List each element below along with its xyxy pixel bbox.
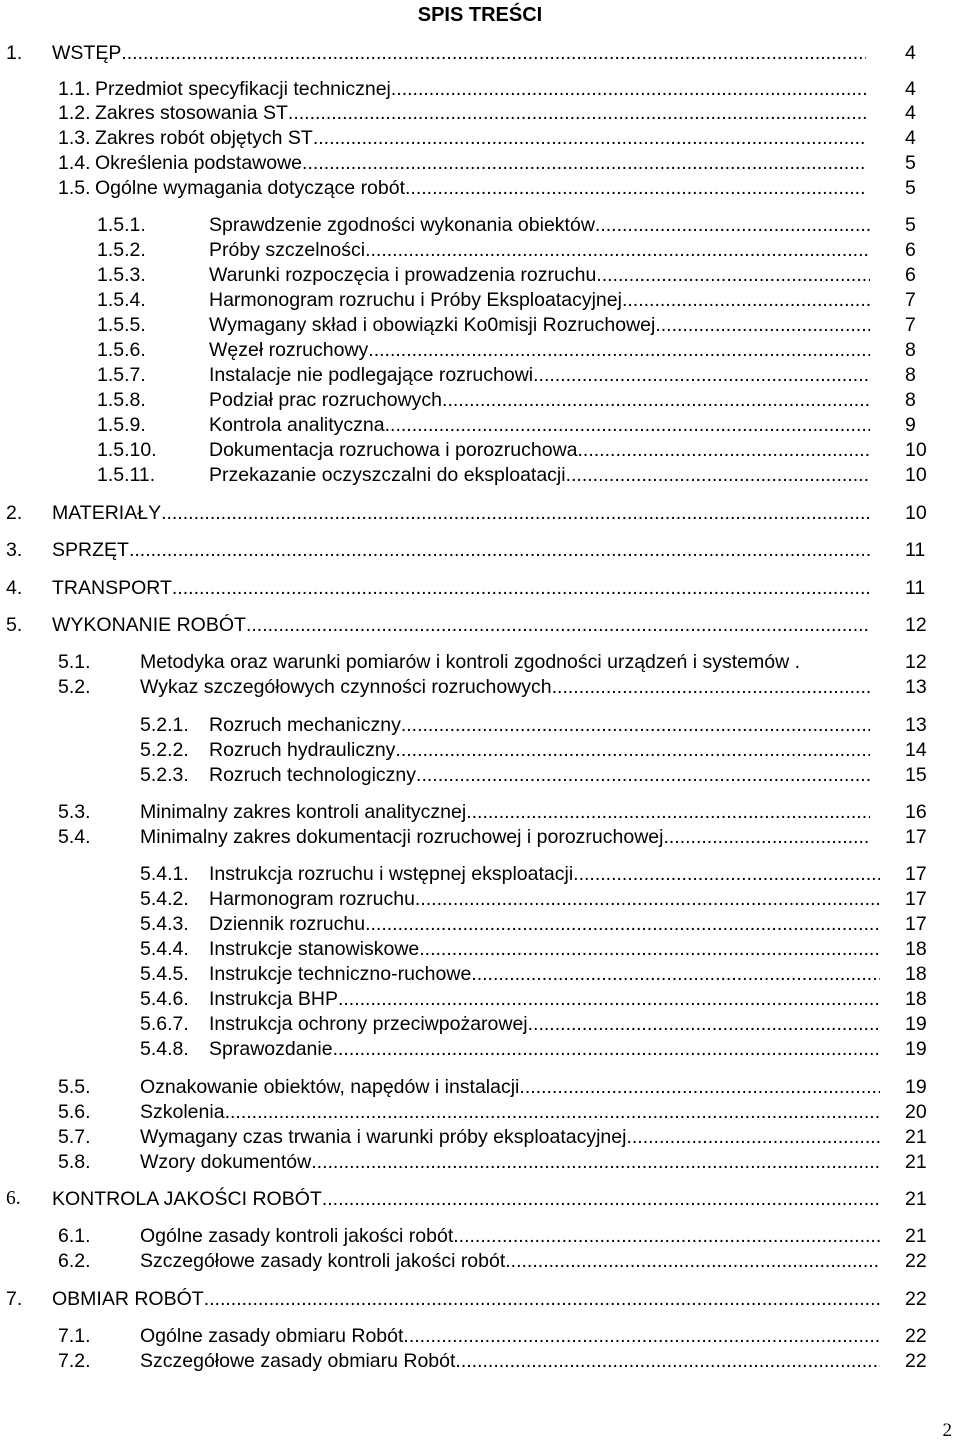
toc-dot-leader bbox=[519, 1075, 880, 1099]
toc-entry-number: 5.2. bbox=[58, 676, 91, 698]
toc-dot-leader bbox=[471, 962, 880, 986]
toc-dot-leader bbox=[311, 1150, 880, 1174]
toc-entry-number: 1. bbox=[6, 42, 23, 64]
toc-dot-leader bbox=[161, 501, 870, 525]
toc-entry-leader bbox=[209, 413, 870, 437]
toc-entry-number: 7. bbox=[6, 1288, 23, 1310]
toc-entry-number: 1.5.10. bbox=[97, 439, 157, 461]
toc-entry-number: 1.5.3. bbox=[97, 264, 146, 286]
toc-dot-leader bbox=[415, 887, 880, 911]
toc-entry-title: SPRZĘT bbox=[52, 539, 129, 561]
toc-entry-leader bbox=[209, 962, 880, 986]
toc-entry-leader bbox=[140, 1224, 880, 1248]
toc-entry[interactable] bbox=[0, 388, 960, 412]
toc-dot-leader bbox=[596, 263, 870, 287]
toc-entry-leader bbox=[209, 937, 880, 961]
toc-entry-title: Sprawdzenie zgodności wykonania obiektów bbox=[209, 214, 595, 236]
toc-entry-page: 22 bbox=[905, 1250, 927, 1272]
toc-entry-leader bbox=[95, 126, 866, 150]
toc-entry[interactable] bbox=[0, 713, 960, 737]
toc-entry-number: 5.4. bbox=[58, 826, 91, 848]
toc-dot-leader bbox=[401, 713, 870, 737]
toc-entry[interactable] bbox=[0, 675, 960, 699]
toc-entry-number: 1.4. bbox=[58, 152, 91, 174]
toc-dot-leader bbox=[129, 538, 870, 562]
toc-entry-page: 15 bbox=[905, 764, 927, 786]
toc-entry-title: Instrukcja BHP bbox=[209, 988, 338, 1010]
toc-entry-page: 10 bbox=[905, 502, 927, 524]
toc-entry-page: 18 bbox=[905, 988, 927, 1010]
toc-entry-title: Próby szczelności bbox=[209, 239, 366, 261]
toc-dot-leader bbox=[395, 738, 870, 762]
toc-entry-title: Szczegółowe zasady kontroli jakości robót bbox=[140, 1250, 506, 1272]
toc-entry-leader bbox=[209, 912, 880, 936]
toc-entry-number: 1.5.7. bbox=[97, 364, 146, 386]
toc-entry-leader bbox=[209, 313, 870, 337]
toc-entry-page: 21 bbox=[905, 1188, 927, 1210]
toc-entry-page: 5 bbox=[905, 214, 916, 236]
toc-entry-number: 3. bbox=[6, 539, 23, 561]
toc-entry-title: Wymagany czas trwania i warunki próby eksploatacyjnej bbox=[140, 1126, 627, 1148]
toc-dot-leader bbox=[246, 613, 870, 637]
toc-entry[interactable] bbox=[0, 413, 960, 437]
toc-dot-leader bbox=[333, 1037, 880, 1061]
toc-entry-leader bbox=[95, 101, 866, 125]
toc-entry-page: 22 bbox=[905, 1288, 927, 1310]
toc-entry[interactable] bbox=[0, 126, 960, 150]
toc-entry-page: 5 bbox=[905, 152, 916, 174]
toc-entry[interactable] bbox=[0, 176, 960, 200]
toc-dot-leader bbox=[302, 151, 866, 175]
toc-entry-page: 4 bbox=[905, 78, 916, 100]
toc-entry-title: Ogólne zasady obmiaru Robót bbox=[140, 1325, 404, 1347]
toc-entry[interactable] bbox=[0, 1012, 960, 1036]
toc-entry-title: Harmonogram rozruchu bbox=[209, 888, 415, 910]
toc-entry[interactable] bbox=[0, 887, 960, 911]
toc-entry[interactable] bbox=[0, 738, 960, 762]
toc-entry-page: 8 bbox=[905, 364, 916, 386]
toc-dot-leader bbox=[338, 987, 880, 1011]
toc-entry[interactable] bbox=[0, 213, 960, 237]
toc-entry-leader bbox=[140, 800, 870, 824]
toc-title: SPIS TREŚCI bbox=[417, 4, 543, 26]
toc-entry-leader bbox=[95, 176, 866, 200]
toc-entry-title: Oznakowanie obiektów, napędów i instalacji bbox=[140, 1076, 520, 1098]
toc-entry-page: 8 bbox=[905, 389, 916, 411]
toc-entry-number: 1.2. bbox=[58, 102, 91, 124]
toc-entry-page: 17 bbox=[905, 888, 927, 910]
toc-entry-leader bbox=[140, 1349, 880, 1373]
toc-entry[interactable] bbox=[0, 763, 960, 787]
toc-entry-number: 1.5.8. bbox=[97, 389, 146, 411]
toc-dot-leader bbox=[365, 238, 870, 262]
toc-entry-number: 5.4.1. bbox=[140, 863, 189, 885]
toc-entry-number: 5.8. bbox=[58, 1151, 91, 1173]
toc-entry-leader bbox=[209, 713, 870, 737]
toc-entry-title: Ogólne zasady kontroli jakości robót bbox=[140, 1225, 454, 1247]
toc-entry-title: Rozruch hydrauliczny bbox=[209, 739, 396, 761]
toc-entry-page: 4 bbox=[905, 42, 916, 64]
toc-entry-title: Dokumentacja rozruchowa i porozruchowa bbox=[209, 439, 578, 461]
toc-entry-page: 8 bbox=[905, 339, 916, 361]
toc-entry-leader bbox=[209, 463, 870, 487]
toc-entry[interactable] bbox=[0, 987, 960, 1011]
toc-entry-page: 22 bbox=[905, 1325, 927, 1347]
toc-dot-leader bbox=[288, 101, 866, 125]
toc-entry-title: Instalacje nie podlegające rozruchowi bbox=[209, 364, 534, 386]
toc-entry-leader bbox=[209, 338, 870, 362]
toc-entry-page: 13 bbox=[905, 714, 927, 736]
toc-entry[interactable] bbox=[0, 1037, 960, 1061]
toc-dot-leader bbox=[573, 862, 880, 886]
toc-dot-leader bbox=[505, 1249, 880, 1273]
toc-dot-leader bbox=[595, 213, 870, 237]
toc-entry-title: Minimalny zakres kontroli analitycznej bbox=[140, 801, 467, 823]
toc-entry-leader bbox=[52, 1187, 880, 1211]
toc-entry-leader bbox=[140, 1249, 880, 1273]
toc-entry[interactable] bbox=[0, 1100, 960, 1124]
toc-entry-page: 11 bbox=[905, 577, 926, 599]
toc-dot-leader bbox=[416, 763, 870, 787]
toc-dot-leader bbox=[403, 1324, 880, 1348]
toc-entry-number: 1.5.11. bbox=[97, 464, 156, 486]
toc-entry-page: 17 bbox=[905, 826, 927, 848]
toc-entry-page: 18 bbox=[905, 963, 927, 985]
toc-entry[interactable] bbox=[0, 501, 960, 525]
toc-entry-leader bbox=[52, 41, 866, 65]
toc-entry-number: 1.5.6. bbox=[97, 339, 146, 361]
toc-entry-number: 1.5.5. bbox=[97, 314, 146, 336]
page-number: 2 bbox=[942, 1420, 952, 1441]
toc-entry-page: 9 bbox=[905, 414, 916, 436]
toc-entry-leader bbox=[140, 1150, 880, 1174]
toc-entry-title: Wykaz szczegółowych czynności rozruchowych bbox=[140, 676, 552, 698]
toc-entry-page: 12 bbox=[905, 651, 927, 673]
toc-entry-leader bbox=[209, 213, 870, 237]
toc-entry-page: 4 bbox=[905, 127, 916, 149]
toc-entry-page: 18 bbox=[905, 938, 927, 960]
toc-entry-leader bbox=[209, 288, 870, 312]
toc-entry-leader bbox=[140, 825, 870, 849]
toc-entry-page: 19 bbox=[905, 1038, 927, 1060]
toc-entry-number: 1.3. bbox=[58, 127, 91, 149]
toc-entry[interactable] bbox=[0, 463, 960, 487]
toc-entry[interactable] bbox=[0, 937, 960, 961]
toc-entry[interactable] bbox=[0, 825, 960, 849]
toc-entry-title: Wymagany skład i obowiązki Ko0misji Rozruchowej bbox=[209, 314, 656, 336]
toc-dot-leader bbox=[663, 825, 870, 849]
toc-entry-number: 5.5. bbox=[58, 1076, 91, 1098]
toc-dot-leader bbox=[121, 41, 866, 65]
toc-entry-title: Dziennik rozruchu bbox=[209, 913, 366, 935]
toc-entry-leader bbox=[209, 1012, 880, 1036]
toc-entry-number: 1.5. bbox=[58, 177, 91, 199]
toc-entry-leader bbox=[52, 501, 870, 525]
toc-entry-page: 21 bbox=[905, 1225, 927, 1247]
toc-entry-number: 1.5.1. bbox=[97, 214, 146, 236]
toc-entry-page: 16 bbox=[905, 801, 927, 823]
toc-entry-page: 17 bbox=[905, 863, 927, 885]
toc-entry-number: 6.2. bbox=[58, 1250, 91, 1272]
toc-entry-number: 1.5.4. bbox=[97, 289, 146, 311]
toc-entry-number: 5.6. bbox=[58, 1101, 91, 1123]
toc-entry[interactable] bbox=[0, 263, 960, 287]
toc-entry-page: 19 bbox=[905, 1013, 927, 1035]
toc-entry-page: 11 bbox=[905, 539, 926, 561]
toc-entry-title: Sprawozdanie bbox=[209, 1038, 333, 1060]
toc-entry-title: Zakres stosowania ST bbox=[95, 102, 288, 124]
toc-entry-leader bbox=[209, 862, 880, 886]
toc-entry-title: WSTĘP bbox=[52, 42, 122, 64]
toc-entry-title: OBMIAR ROBÓT bbox=[52, 1288, 204, 1310]
toc-entry-number: 4. bbox=[6, 577, 23, 599]
toc-entry-title: Określenia podstawowe bbox=[95, 152, 303, 174]
toc-entry-leader bbox=[140, 1324, 880, 1348]
toc-entry[interactable] bbox=[0, 1224, 960, 1248]
toc-entry-number: 1.5.2. bbox=[97, 239, 146, 261]
toc-entry-leader bbox=[209, 263, 870, 287]
toc-entry[interactable] bbox=[0, 438, 960, 462]
toc-entry-page: 14 bbox=[905, 739, 927, 761]
toc-entry-page: 7 bbox=[905, 289, 916, 311]
toc-entry-title: Przekazanie oczyszczalni do eksploatacji bbox=[209, 464, 566, 486]
toc-entry-page: 10 bbox=[905, 439, 927, 461]
toc-entry-number: 5.4.4. bbox=[140, 938, 189, 960]
toc-entry-leader bbox=[140, 1125, 880, 1149]
toc-dot-leader bbox=[419, 937, 880, 961]
toc-entry-number: 5.4.2. bbox=[140, 888, 189, 910]
toc-entry[interactable] bbox=[0, 41, 960, 65]
toc-dot-leader bbox=[204, 1287, 880, 1311]
toc-entry-title: Harmonogram rozruchu i Próby Eksploatacyjnej bbox=[209, 289, 622, 311]
toc-entry-number: 6.1. bbox=[58, 1225, 91, 1247]
toc-entry-title: Metodyka oraz warunki pomiarów i kontroli zgodności urządzeń i systemów . bbox=[140, 651, 801, 673]
toc-entry-leader bbox=[52, 1287, 880, 1311]
toc-entry-leader bbox=[95, 151, 866, 175]
toc-entry-leader bbox=[209, 987, 880, 1011]
toc-entry-leader bbox=[209, 388, 870, 412]
toc-entry-number: 1.5.9. bbox=[97, 414, 146, 436]
toc-entry-page: 4 bbox=[905, 102, 916, 124]
toc-entry[interactable] bbox=[0, 800, 960, 824]
toc-entry-title: Zakres robót objętych ST bbox=[95, 127, 313, 149]
toc-entry-page: 10 bbox=[905, 464, 927, 486]
toc-entry-title: TRANSPORT bbox=[52, 577, 172, 599]
toc-dot-leader bbox=[368, 338, 870, 362]
toc-dot-leader bbox=[626, 1125, 880, 1149]
toc-dot-leader bbox=[453, 1224, 880, 1248]
toc-entry[interactable] bbox=[0, 650, 960, 674]
toc-entry-leader bbox=[95, 77, 866, 101]
toc-entry-title: Wzory dokumentów bbox=[140, 1151, 312, 1173]
toc-entry-page: 20 bbox=[905, 1101, 927, 1123]
toc-entry-number: 7.2. bbox=[58, 1350, 91, 1372]
toc-entry-leader bbox=[140, 650, 870, 674]
toc-entry-title: Rozruch mechaniczny bbox=[209, 714, 401, 736]
toc-entry-number: 5.2.3. bbox=[140, 764, 189, 786]
toc-entry-leader bbox=[209, 887, 880, 911]
toc-entry-number: 5.3. bbox=[58, 801, 91, 823]
toc-entry-title: Minimalny zakres dokumentacji rozruchowej i porozruchowej bbox=[140, 826, 664, 848]
toc-entry[interactable] bbox=[0, 238, 960, 262]
toc-entry-title: KONTROLA JAKOŚCI ROBÓT bbox=[52, 1188, 322, 1210]
toc-entry[interactable] bbox=[0, 1150, 960, 1174]
toc-dot-leader bbox=[455, 1349, 880, 1373]
toc-dot-leader bbox=[225, 1100, 880, 1124]
toc-dot-leader bbox=[313, 126, 866, 150]
toc-entry-number: 1.1. bbox=[58, 78, 91, 100]
toc-entry[interactable] bbox=[0, 538, 960, 562]
toc-entry-number: 5. bbox=[6, 614, 23, 636]
toc-entry-title: Rozruch technologiczny bbox=[209, 764, 417, 786]
toc-dot-leader bbox=[466, 800, 870, 824]
toc-entry-title: Przedmiot specyfikacji technicznej bbox=[95, 78, 391, 100]
toc-entry-leader bbox=[52, 538, 870, 562]
toc-entry-number: 5.2.2. bbox=[140, 739, 189, 761]
toc-entry-leader bbox=[140, 675, 870, 699]
toc-entry-number: 7.1. bbox=[58, 1325, 91, 1347]
toc-entry-title: Kontrola analityczna bbox=[209, 414, 385, 436]
toc-entry-page: 13 bbox=[905, 676, 927, 698]
toc-entry[interactable] bbox=[0, 1187, 960, 1211]
toc-entry-title: Podział prac rozruchowych bbox=[209, 389, 443, 411]
toc-entry-number: 5.7. bbox=[58, 1126, 91, 1148]
toc-entry-title: Instrukcja rozruchu i wstępnej eksploatacji bbox=[209, 863, 574, 885]
toc-entry-title: Instrukcje stanowiskowe bbox=[209, 938, 420, 960]
toc-entry[interactable] bbox=[0, 576, 960, 600]
toc-dot-leader bbox=[655, 313, 870, 337]
toc-entry-page: 22 bbox=[905, 1350, 927, 1372]
toc-entry-title: MATERIAŁY bbox=[52, 502, 162, 524]
toc-entry-title: Instrukcje techniczno-ruchowe bbox=[209, 963, 472, 985]
toc-entry[interactable] bbox=[0, 363, 960, 387]
toc-dot-leader bbox=[528, 1012, 880, 1036]
toc-dot-leader bbox=[566, 463, 870, 487]
toc-entry[interactable] bbox=[0, 77, 960, 101]
toc-entry-page: 21 bbox=[905, 1151, 927, 1173]
toc-entry[interactable] bbox=[0, 313, 960, 337]
toc-entry-title: Ogólne wymagania dotyczące robót bbox=[95, 177, 406, 199]
toc-entry-leader bbox=[209, 238, 870, 262]
toc-entry-page: 7 bbox=[905, 314, 916, 336]
toc-dot-leader bbox=[442, 388, 870, 412]
toc-entry[interactable] bbox=[0, 288, 960, 312]
toc-dot-leader bbox=[391, 77, 866, 101]
toc-entry-title: Warunki rozpoczęcia i prowadzenia rozruchu bbox=[209, 264, 597, 286]
toc-entry-leader bbox=[140, 1075, 880, 1099]
toc-dot-leader bbox=[385, 413, 870, 437]
toc-entry-leader bbox=[52, 576, 870, 600]
toc-entry-page: 6 bbox=[905, 264, 916, 286]
toc-entry[interactable] bbox=[0, 1075, 960, 1099]
toc-entry-title: Instrukcja ochrony przeciwpożarowej bbox=[209, 1013, 528, 1035]
toc-entry[interactable] bbox=[0, 912, 960, 936]
toc-entry-title: Szkolenia bbox=[140, 1101, 225, 1123]
toc-entry-number: 5.6.7. bbox=[140, 1013, 189, 1035]
toc-entry-leader bbox=[52, 613, 870, 637]
toc-entry-leader bbox=[209, 363, 870, 387]
toc-entry[interactable] bbox=[0, 1249, 960, 1273]
toc-entry-number: 5.4.6. bbox=[140, 988, 189, 1010]
toc-entry-page: 21 bbox=[905, 1126, 927, 1148]
toc-entry-leader bbox=[140, 1100, 880, 1124]
toc-entry-leader bbox=[209, 1037, 880, 1061]
toc-entry[interactable] bbox=[0, 613, 960, 637]
toc-entry-leader bbox=[209, 763, 870, 787]
toc-dot-leader bbox=[365, 912, 880, 936]
toc-entry-page: 12 bbox=[905, 614, 927, 636]
toc-dot-leader bbox=[578, 438, 870, 462]
toc-dot-leader bbox=[322, 1187, 880, 1211]
toc-dot-leader bbox=[533, 363, 870, 387]
toc-dot-leader bbox=[622, 288, 870, 312]
toc-dot-leader bbox=[405, 176, 866, 200]
toc-entry[interactable] bbox=[0, 338, 960, 362]
toc-entry-number: 5.1. bbox=[58, 651, 91, 673]
toc-entry-leader bbox=[209, 438, 870, 462]
toc-entry[interactable] bbox=[0, 101, 960, 125]
toc-entry[interactable] bbox=[0, 862, 960, 886]
toc-entry-number: 5.4.3. bbox=[140, 913, 189, 935]
toc-entry[interactable] bbox=[0, 1125, 960, 1149]
toc-entry-title: Szczegółowe zasady obmiaru Robót bbox=[140, 1350, 456, 1372]
toc-entry-leader bbox=[209, 738, 870, 762]
toc-entry-number: 2. bbox=[6, 502, 23, 524]
toc-entry-page: 6 bbox=[905, 239, 916, 261]
toc-entry[interactable] bbox=[0, 1287, 960, 1311]
toc-dot-leader bbox=[552, 675, 870, 699]
toc-entry-number: 5.2.1. bbox=[140, 714, 189, 736]
toc-entry-number: 6. bbox=[6, 1188, 21, 1209]
toc-entry[interactable] bbox=[0, 962, 960, 986]
toc-entry-page: 17 bbox=[905, 913, 927, 935]
toc-entry[interactable] bbox=[0, 1349, 960, 1373]
toc-entry[interactable] bbox=[0, 1324, 960, 1348]
toc-entry[interactable] bbox=[0, 151, 960, 175]
toc-entry-title: Węzeł rozruchowy bbox=[209, 339, 369, 361]
toc-entry-number: 5.4.8. bbox=[140, 1038, 189, 1060]
toc-entry-page: 5 bbox=[905, 177, 916, 199]
toc-dot-leader bbox=[172, 576, 870, 600]
toc-entry-page: 19 bbox=[905, 1076, 927, 1098]
toc-entry-number: 5.4.5. bbox=[140, 963, 189, 985]
toc-entry-title: WYKONANIE ROBÓT bbox=[52, 614, 246, 636]
